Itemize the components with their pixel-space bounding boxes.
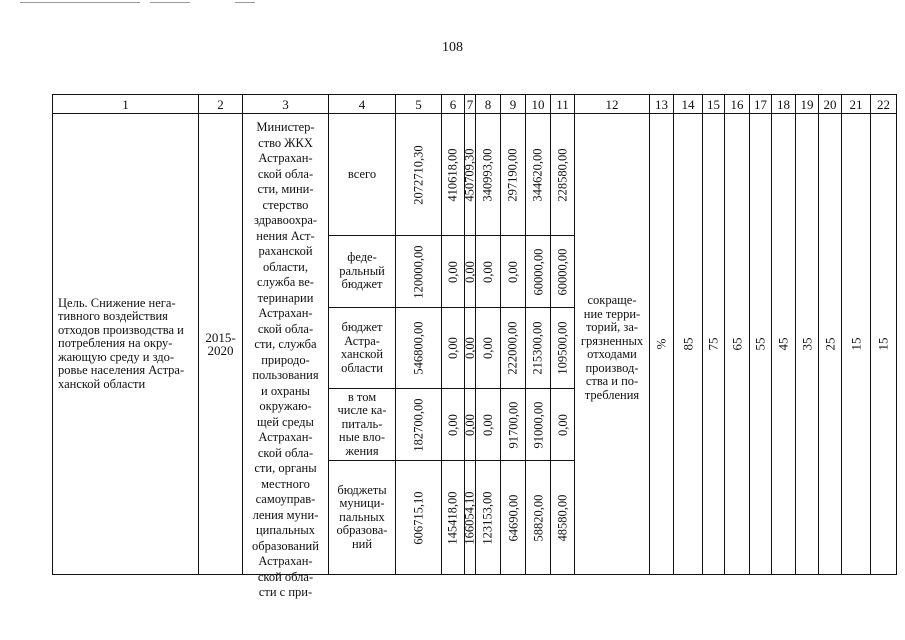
amount-value: 340993,00 xyxy=(481,147,495,202)
executors-text: Министер- ство ЖКХ Астрахан- ской обла- сти, мини- стерство здравоохра- нения Аст- раханской области, служба ве- теринарии Астрахан- ской обла- сти, служба природо- пользования и охраны окружаю- щей среды Астрахан- ской обла- сти, органы местного самоуправ- ления муни- ципальных образований Астрахан- ской обла- сти с при- xyxy=(252,120,319,599)
funding-source-federal: феде- ральный бюджет xyxy=(339,250,385,292)
header-col-7: 7 xyxy=(466,96,474,112)
indicator-value: 35 xyxy=(799,337,814,351)
amount-cell xyxy=(465,114,475,235)
indicator-value-cell xyxy=(819,114,841,574)
amount-value: 145418,00 xyxy=(446,490,460,545)
header-col-13: 13 xyxy=(655,96,668,112)
amount-value: 182700,00 xyxy=(411,397,426,452)
amount-value: 0,00 xyxy=(463,413,477,436)
amount-value: 297190,00 xyxy=(506,147,520,202)
amount-cell xyxy=(396,114,441,235)
amount-cell xyxy=(442,236,464,307)
goal-text: Цель. Снижение нега- тивного воздействия отходов производства и потребления на окру- жающую среду и здо- ровье населения Астра- ханской области xyxy=(58,295,185,391)
funding-source-municipal: бюджеты муници- пальных образова- ний xyxy=(336,482,388,551)
amount-cell xyxy=(501,236,525,307)
amount-cell xyxy=(465,389,475,460)
amount-cell xyxy=(442,389,464,460)
amount-cell xyxy=(551,308,574,388)
indicator-value-cell xyxy=(750,114,771,574)
amount-value: 0,00 xyxy=(481,260,495,283)
amount-cell xyxy=(551,461,574,574)
header-col-5: 5 xyxy=(415,96,422,112)
amount-value: 91700,00 xyxy=(506,401,520,448)
indicator-value: 15 xyxy=(875,337,891,351)
amount-cell xyxy=(526,389,550,460)
amount-value: 0,00 xyxy=(463,260,477,283)
amount-value: 2072710,30 xyxy=(411,144,426,205)
header-col-1: 1 xyxy=(122,96,129,112)
indicator-value-cell xyxy=(725,114,749,574)
indicator-value-cell xyxy=(796,114,818,574)
funding-source-capital: в том числе ка- питаль- ные вло- жения xyxy=(337,389,387,458)
header-col-20: 20 xyxy=(823,96,837,112)
amount-value: 0,00 xyxy=(555,413,570,436)
indicator-value: 85 xyxy=(680,337,695,351)
header-col-9: 9 xyxy=(509,96,517,112)
header-col-15: 15 xyxy=(707,96,720,112)
amount-value: 606715,10 xyxy=(411,490,426,545)
amount-cell xyxy=(551,236,574,307)
header-col-16: 16 xyxy=(730,96,744,112)
amount-value: 0,00 xyxy=(463,337,477,359)
indicator-value: 15 xyxy=(848,337,863,351)
amount-cell xyxy=(442,308,464,388)
amount-cell xyxy=(551,114,574,235)
indicator-value: 25 xyxy=(822,337,837,351)
header-col-2: 2 xyxy=(217,96,224,112)
amount-cell xyxy=(396,308,441,388)
header-col-3: 3 xyxy=(282,96,289,112)
unit-cell xyxy=(650,114,673,574)
header-col-10: 10 xyxy=(531,96,545,112)
amount-cell xyxy=(476,236,500,307)
period-text: 2015- 2020 xyxy=(205,329,236,358)
amount-value: 48580,00 xyxy=(555,494,570,541)
amount-value: 546800,00 xyxy=(411,321,426,375)
indicator-text: сокраще- ние терри- торий, за- грязненных отходами производ- ства и по- требления xyxy=(580,293,644,402)
amount-cell xyxy=(501,114,525,235)
indicator-value: 75 xyxy=(705,337,721,351)
amount-cell xyxy=(526,308,550,388)
amount-value: 0,00 xyxy=(446,337,460,359)
amount-cell xyxy=(476,114,500,235)
amount-value: 344620,00 xyxy=(531,147,545,202)
header-col-6: 6 xyxy=(449,96,457,112)
header-col-21: 21 xyxy=(849,96,863,112)
amount-cell xyxy=(465,308,475,388)
amount-value: 58820,00 xyxy=(531,494,545,541)
header-col-12: 12 xyxy=(605,96,619,112)
amount-cell xyxy=(442,114,464,235)
amount-value: 0,00 xyxy=(446,260,460,283)
indicator-value: 65 xyxy=(729,337,744,351)
amount-value: 222000,00 xyxy=(506,321,520,375)
amount-value: 120000,00 xyxy=(411,244,426,299)
amount-value: 0,00 xyxy=(506,260,520,283)
unit-value: % xyxy=(653,338,669,350)
indicator-value-cell xyxy=(842,114,870,574)
header-col-4: 4 xyxy=(358,96,366,112)
amount-value: 109500,00 xyxy=(555,321,570,375)
amount-cell xyxy=(465,236,475,307)
amount-cell xyxy=(501,389,525,460)
funding-source-total: всего xyxy=(347,166,377,181)
amount-cell xyxy=(396,461,441,574)
amount-cell xyxy=(526,114,550,235)
amount-cell xyxy=(476,389,500,460)
amount-cell xyxy=(442,461,464,574)
indicator-value-cell xyxy=(674,114,702,574)
header-col-17: 17 xyxy=(754,96,767,112)
indicator-value: 55 xyxy=(752,337,768,351)
amount-cell xyxy=(501,461,525,574)
amount-cell xyxy=(501,308,525,388)
indicator-value-cell xyxy=(703,114,724,574)
page-number: 108 xyxy=(442,40,463,55)
amount-value: 0,00 xyxy=(481,413,495,436)
amount-value: 0,00 xyxy=(446,413,460,436)
header-col-11: 11 xyxy=(556,96,569,112)
amount-value: 60000,00 xyxy=(531,248,545,295)
amount-value: 123153,00 xyxy=(481,490,495,545)
amount-value: 60000,00 xyxy=(555,248,570,295)
amount-cell xyxy=(396,236,441,307)
header-col-22: 22 xyxy=(877,96,890,112)
amount-value: 64690,00 xyxy=(506,494,520,541)
header-col-18: 18 xyxy=(777,96,790,112)
funding-source-regional: бюджет Астра- ханской области xyxy=(340,320,384,375)
amount-cell xyxy=(526,236,550,307)
amount-cell xyxy=(465,461,475,574)
amount-cell xyxy=(396,389,441,460)
indicator-value-cell xyxy=(772,114,795,574)
amount-value: 410618,00 xyxy=(446,147,460,202)
header-col-14: 14 xyxy=(681,96,695,112)
header-col-8: 8 xyxy=(484,96,492,112)
amount-cell xyxy=(551,389,574,460)
amount-cell xyxy=(476,461,500,574)
amount-value: 228580,00 xyxy=(555,147,570,202)
header-col-19: 19 xyxy=(800,96,814,112)
indicator-value: 45 xyxy=(775,337,791,351)
amount-value: 215300,00 xyxy=(531,321,545,375)
amount-cell xyxy=(526,461,550,574)
amount-value: 450709,30 xyxy=(463,147,477,202)
amount-value: 166054,10 xyxy=(463,490,477,545)
indicator-value-cell xyxy=(871,114,896,574)
amount-cell xyxy=(476,308,500,388)
amount-value: 0,00 xyxy=(481,337,495,359)
amount-value: 91000,00 xyxy=(531,401,545,448)
